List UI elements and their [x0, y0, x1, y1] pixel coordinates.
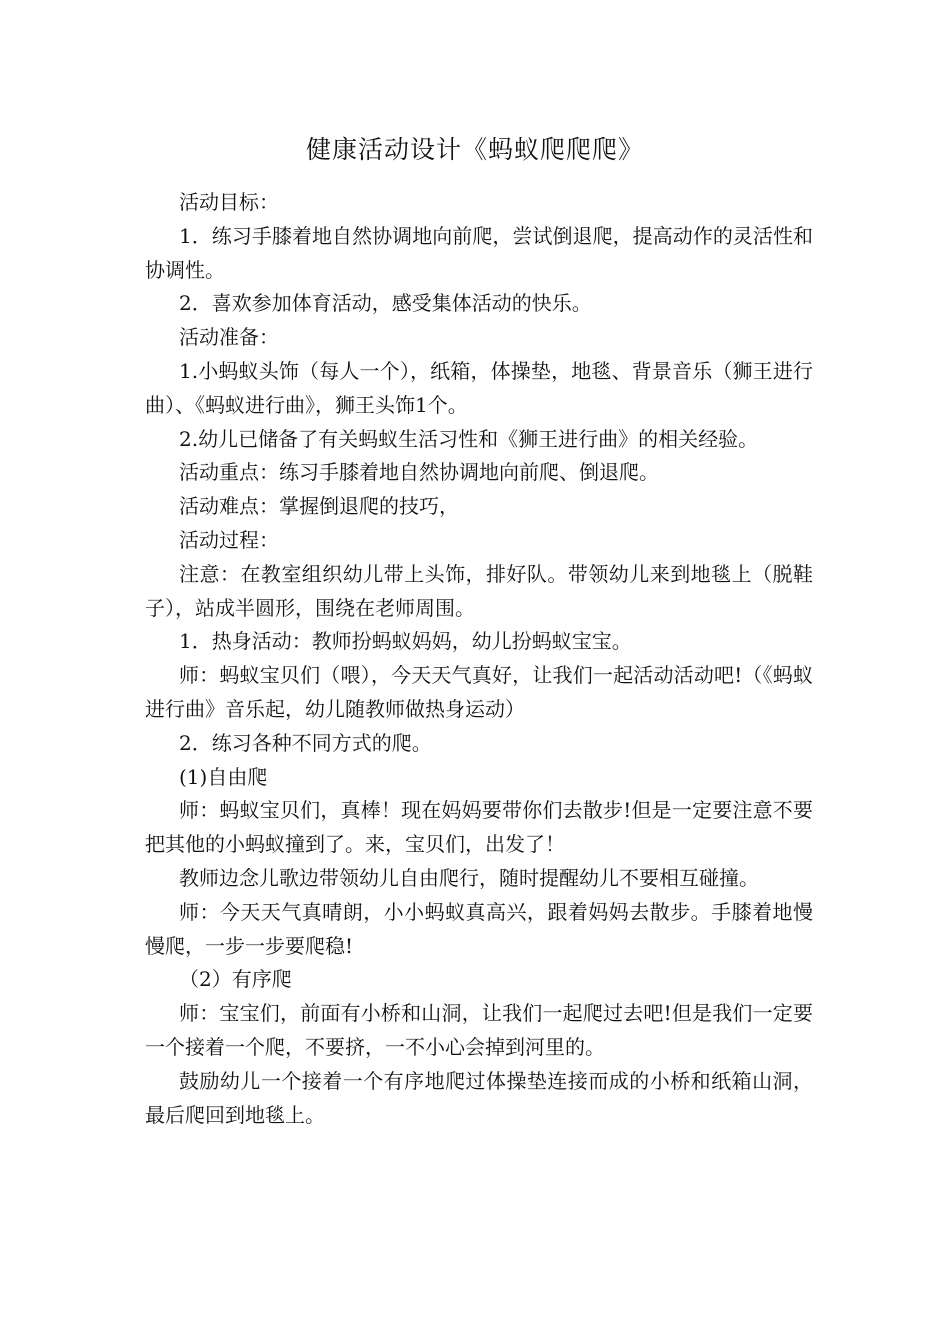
paragraph: 活动重点：练习手膝着地自然协调地向前爬、倒退爬。 — [179, 460, 659, 485]
paragraph: 2.幼儿已储备了有关蚂蚁生活习性和《狮王进行曲》的相关经验。 — [179, 426, 759, 451]
paragraph: 2．练习各种不同方式的爬。 — [179, 730, 432, 755]
paragraph: 师：蚂蚁宝贝们，真棒！现在妈妈要带你们去散步!但是一定要注意不要把其他的小蚂蚁撞到了。来，宝贝们，出发了！ — [145, 798, 813, 857]
paragraph: 活动目标： — [179, 190, 279, 214]
paragraph: 活动过程： — [179, 527, 279, 552]
paragraph: 教师边念儿歌边带领幼儿自由爬行，随时提醒幼儿不要相互碰撞。 — [179, 865, 759, 890]
paragraph: 1．热身活动：教师扮蚂蚁妈妈，幼儿扮蚂蚁宝宝。 — [179, 629, 632, 654]
paragraph: 师：宝宝们，前面有小桥和山洞，让我们一起爬过去吧!但是我们一定要一个接着一个爬，不要挤，一不小心会掉到河里的。 — [145, 1001, 813, 1059]
paragraph: 1.小蚂蚁头饰（每人一个），纸箱，体操垫，地毯、背景音乐（狮王进行曲）、《蚂蚁进行曲》，狮王头饰1个。 — [145, 358, 813, 417]
paragraph: 活动难点：掌握倒退爬的技巧， — [179, 494, 459, 519]
paragraph: 师：今天天气真晴朗，小小蚂蚁真高兴，跟着妈妈去散步。手膝着地慢慢爬，一步一步要爬稳! — [145, 899, 813, 958]
document-body — [145, 186, 813, 1132]
paragraph: 2．喜欢参加体育活动，感受集体活动的快乐。 — [179, 291, 592, 316]
paragraph: 1．练习手膝着地自然协调地向前爬，尝试倒退爬，提高动作的灵活性和协调性。 — [145, 223, 813, 282]
paragraph: 活动准备： — [179, 325, 279, 350]
paragraph: 师：蚂蚁宝贝们（喂），今天天气真好，让我们一起活动活动吧!（《蚂蚁进行曲》音乐起，幼儿随教师做热身运动） — [145, 663, 813, 721]
paragraph: (1)自由爬 — [179, 764, 268, 789]
paragraph: 注意：在教室组织幼儿带上头饰，排好队。带领幼儿来到地毯上（脱鞋子），站成半圆形，围绕在老师周围。 — [145, 561, 813, 620]
paragraph: （2）有序爬 — [179, 967, 292, 992]
paragraph: 鼓励幼儿一个接着一个有序地爬过体操垫连接而成的小桥和纸箱山洞，最后爬回到地毯上。 — [145, 1068, 813, 1127]
document-title: 健康活动设计《蚂蚁爬爬爬》 — [305, 135, 644, 164]
